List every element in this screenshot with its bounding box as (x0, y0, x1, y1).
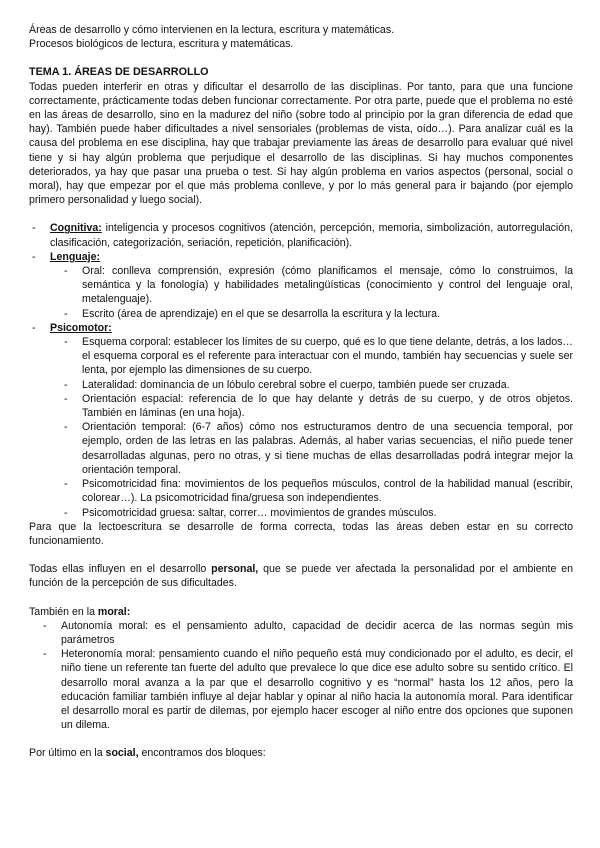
list-item (50, 420, 573, 477)
spacer (29, 548, 573, 562)
moral-keyword: moral: (97, 605, 131, 618)
personal-keyword: personal, (211, 563, 259, 576)
spacer (29, 732, 573, 746)
dash-bullet: - (64, 336, 68, 349)
personal-text-after: que se puede ver afectada la personalidad por el ambiente en función de la percepción de sus dificultades. (29, 563, 574, 590)
dash-bullet: - (64, 392, 68, 405)
areas-list (29, 221, 573, 519)
list-item-text: Oral: conlleva comprensión, expresión (cómo planificamos el mensaje, cómo lo construimos, la semántica y la fonología) y habilidades metalingüísticas (conocimiento y control del lenguaje oral, metalenguaje). (82, 265, 573, 306)
intro-paragraph: Todas pueden interferir en otras y dificultar el desarrollo de las disciplinas. Por tanto, para que una funcione correctamente, prácticamente todas deben funcionar correctamente. Por otra parte, puede que el problema no esté en las áreas de desarrollo, sino en la madurez del niño (sobre todo al principio por la gran diferencia de edad que hay). También puede haber dificultades a nivel sensoriales (problemas de vista, oído…). Para analizar cuál es la causa del problema en ese disciplina, hay que trabajar previamente las áreas de desarrollo para evaluar qué nivel tiene y si hay algún problema que perjudique el desarrollo de las disciplinas. Si hay muchos componentes deteriorados, ya hay que pasar una prueba o test. Si hay algún problema en varios aspectos (personal, social o moral), hay que empezar por el que más problema conlleve, y por lo más general para ir bajando (por ejemplo primero personalidad y luego social). (29, 80, 573, 207)
dash-bullet: - (32, 321, 36, 334)
dash-bullet: - (64, 307, 68, 320)
social-keyword: social, (105, 747, 139, 760)
moral-sublist (29, 619, 573, 733)
list-item-text: Orientación temporal: (6-7 años) cómo nos estructuramos dentro de una secuencia temporal, por ejemplo, orden de las letras en las palabras. Además, al haber varias secuencias, el niño puede tener desarrolladas algunas, pero no otras, y si tiene muchas de ellas desarrolladas podrá integrar mejor la orientación temporal. (82, 421, 573, 476)
list-item-text: Psicomotricidad fina: movimientos de los pequeños músculos, control de la habilidad manual (escribir, colorear…). La psicomotricidad fina/gruesa son independientes. (82, 478, 573, 505)
closing-paragraph: Para que la lectoescritura se desarrolle de forma correcta, todas las áreas deben estar en su correcto funcionamiento. (29, 520, 573, 547)
dash-bullet: - (32, 250, 36, 263)
list-item (50, 506, 573, 520)
personal-paragraph (29, 562, 573, 590)
spacer (29, 591, 573, 605)
dash-bullet: - (64, 421, 68, 434)
dash-bullet: - (43, 619, 47, 632)
personal-text-before: Todas ellas influyen en el desarrollo (29, 563, 212, 576)
moral-text-before: También en la (29, 605, 98, 618)
psicomotor-sublist (50, 335, 573, 520)
social-text-after: encontramos dos bloques: (138, 747, 266, 760)
list-item-text: Esquema corporal: establecer los límites de su cuerpo, qué es lo que tiene delante, detrás, a los lados… el esquema corporal es el referente para interactuar con el mundo, también hay secuencias y suele ser lenta, por ejemplo las dimensiones de su cuerpo. (82, 336, 573, 377)
spacer (29, 207, 573, 221)
list-item-text: Autonomía moral: es el pensamiento adulto, capacidad de decidir acerca de las normas según mis parámetros (61, 619, 573, 646)
dash-bullet: - (43, 648, 47, 661)
social-text-before: Por último en la (29, 747, 106, 760)
area-cognitiva (29, 221, 573, 249)
moral-heading (29, 605, 573, 619)
dash-bullet: - (64, 265, 68, 278)
list-item-text: Psicomotricidad gruesa: saltar, correr… movimientos de grandes músculos. (82, 506, 437, 519)
list-item (50, 264, 573, 307)
list-item (50, 378, 573, 392)
section-title: TEMA 1. ÁREAS DE DESARROLLO (29, 66, 209, 79)
list-item (50, 477, 573, 505)
list-item (50, 335, 573, 378)
social-paragraph (29, 746, 573, 760)
dash-bullet: - (32, 222, 36, 235)
area-label-psicomotor: Psicomotor: (50, 321, 112, 334)
list-item (29, 647, 573, 732)
list-item (50, 392, 573, 420)
area-text-cognitiva: inteligencia y procesos cognitivos (atención, percepción, memoria, simbolización, autorregulación, clasificación, categorización, seriación, repetición, planificación). (50, 222, 573, 249)
list-item-text: Orientación espacial: referencia de lo que hay delante y detrás de su cuerpo, y de otros objetos. También en láminas (en una hoja). (82, 392, 573, 420)
list-item-text: Escrito (área de aprendizaje) en el que se desarrolla la escritura y la lectura. (82, 307, 441, 320)
list-item-text: Lateralidad: dominancia de un lóbulo cerebral sobre el cuerpo, también puede ser cruzada. (82, 378, 510, 391)
spacer (29, 51, 573, 65)
document-page (29, 23, 573, 761)
dash-bullet: - (64, 506, 68, 519)
list-item (50, 307, 573, 321)
intro-line-1: Áreas de desarrollo y cómo intervienen en la lectura, escritura y matemáticas. (29, 24, 395, 36)
list-item (29, 619, 573, 647)
area-psicomotor (29, 321, 573, 520)
dash-bullet: - (64, 478, 68, 491)
intro-line-2: Procesos biológicos de lectura, escritura y matemáticas. (29, 38, 294, 51)
lenguaje-sublist (50, 264, 573, 321)
list-item-text: Heteronomía moral: pensamiento cuando el niño pequeño está muy condicionado por el adulto, es decir, el niño tiene un referente tan fuerte del adulto que prevalece lo que dice ese adulto sobre su sentido crítico. El desarrollo moral avanza a la par que el desarrollo cognitivo y es “normal” hasta los 12 años, pero la educación familiar también influye al dejar hablar y opinar al niño hacia la autonomía moral. Para identificar el desarrollo moral es partir de dilemas, por ejemplo hacer escoger al niño entre dos opciones que suponen un dilema. (61, 648, 573, 732)
area-label-lenguaje: Lenguaje: (50, 250, 101, 263)
dash-bullet: - (64, 378, 68, 391)
area-label-cognitiva: Cognitiva: (50, 222, 102, 235)
area-lenguaje (29, 250, 573, 321)
